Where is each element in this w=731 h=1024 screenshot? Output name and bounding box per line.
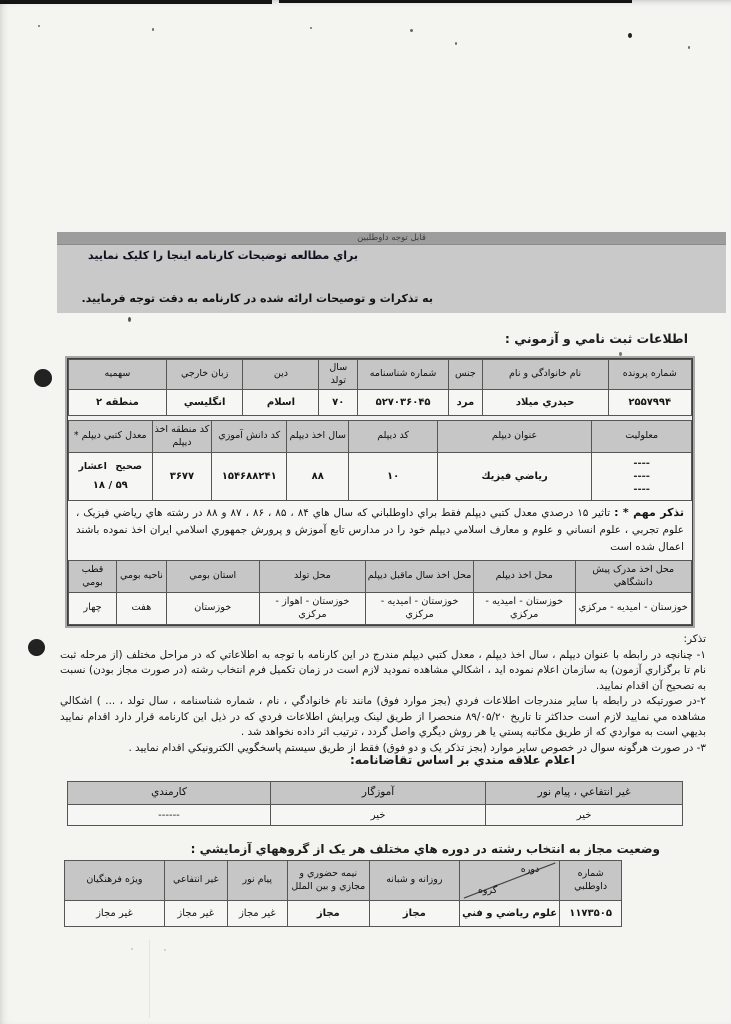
punch-hole-top [34, 369, 52, 387]
header-prediploma-location: محل اخذ سال ماقبل دیپلم [366, 561, 474, 593]
header-diploma-title: عنوان دیپلم [437, 421, 592, 453]
value-birth-year: ۷۰ [319, 390, 358, 416]
header-preuni-location: محل اخذ مدرک پیش دانشگاهي [575, 561, 692, 593]
header-employee: کارمندي [68, 782, 271, 805]
group-course-diagonal-cell [459, 861, 559, 901]
value-payam-noor: غیر مجاز [227, 901, 287, 927]
header-diploma-location: محل اخذ دیپلم [473, 561, 575, 593]
scan-speck [131, 948, 133, 950]
attention-banner [57, 232, 726, 313]
diagonal-line [460, 861, 559, 900]
gpa-value: ۱۸ / ۵۹ [92, 480, 128, 492]
scan-edge-strip-right [279, 0, 632, 3]
scan-speck [152, 28, 154, 31]
header-diploma-region-code: کد منطقه اخذ دیپلم [152, 421, 212, 453]
value-disability: ---- ---- ---- [592, 453, 692, 501]
scan-speck [164, 949, 166, 951]
locations-table [68, 560, 692, 625]
punch-hole-bottom [28, 639, 45, 656]
remark-item-3: ۳- در صورت هرگونه سوال در خصوص سایر موارد (بجز تذکر یک و دو فوق) فقط از طریق سیستم پاسخگویي الکترونیکي اقدام نمایید . [128, 741, 706, 754]
value-diploma-year: ۸۸ [287, 453, 349, 501]
diploma-value-row [69, 453, 692, 501]
eligibility-table [64, 860, 622, 927]
important-note-label: تذکر مهم * : [614, 506, 685, 519]
value-diploma-title: ریاضي فیزیك [437, 453, 592, 501]
remarks-label: تذکر: [683, 633, 706, 645]
karnameh-explanations-link[interactable]: براي مطالعه توضیحات کارنامه اینجا را کلیک نمایید [88, 249, 358, 262]
header-native-pole: قطب بومي [69, 561, 117, 593]
eligibility-value-row [65, 901, 622, 927]
header-quota: سهمیه [69, 360, 167, 390]
header-semi-presence: نیمه حضوري و مجازي و بین الملل [287, 861, 369, 901]
scan-speck [128, 317, 131, 322]
section-title-interest: اعلام علاقه مندي بر اساس تقاضانامه: [349, 753, 575, 767]
scan-speck [410, 29, 413, 32]
remark-item-2: ۲-در صورتیکه در رابطه با سایر مندرجات اطلاعات فردي (بجز موارد فوق) مانند نام خانوادگي ، نام ، شماره شناسنامه ، سال تولد ، ... ) اشکالي مشاهده مي نمایید لازم است حداکثر تا تاریخ ۸۹/۰۵/۲۰ منحصرا از طریق لینک ویرایش اطلاعات فردي که در ذیل این کارنامه قرار دارد اقدام نمایید بدیهي است به مواردي که از طریق مکاتبه پستي یا هر روش دیگري واصل گردد ، ترتیب اثر داده نخواهد شد . [60, 695, 706, 738]
remark-item-1: ۱- چنانچه در رابطه با عنوان دیپلم ، سال اخذ دیپلم ، معدل کتبي دیپلم مندرج در این کارنامه با توجه به اطلاعاتي که در مراحل مختلف (از مرحله ثبت نام تا برگزاري آزمون) به سازمان اعلام نموده اید ، اشکالي مشاهده نمودید لازم است در زمان تکمیل فرم انتخاب رشته (در صورت مجاز بودن) نسبت به تصحیح آن اقدام نمایید. [60, 648, 706, 692]
value-file-number: ۲۵۵۷۹۹۴ [608, 390, 691, 416]
header-native-district: ناحیه بومي [117, 561, 167, 593]
registration-info-box [67, 358, 693, 626]
header-birthplace: محل تولد [259, 561, 366, 593]
value-written-gpa [69, 453, 153, 501]
remarks-block [60, 632, 706, 756]
header-full-name: نام خانوادگي و نام [482, 360, 608, 390]
header-gender: جنس [449, 360, 483, 390]
interest-table-wrap [67, 781, 683, 826]
eligibility-table-wrap [64, 860, 622, 927]
banner-title-bar [57, 232, 726, 245]
scan-speck [310, 27, 312, 29]
header-id-number: شماره شناسنامه [358, 360, 449, 390]
locations-value-row [69, 593, 692, 625]
banner-panel [57, 245, 726, 313]
header-native-province: استان بومي [166, 561, 259, 593]
scan-crease [149, 940, 150, 1018]
value-quota: منطقه ۲ [69, 390, 167, 416]
banner-title: قابل توجه داوطلبین [357, 233, 426, 243]
value-foreign-language: انگلیسي [166, 390, 243, 416]
value-full-name: حیدري میلاد [482, 390, 608, 416]
personal-value-row [69, 390, 692, 416]
diagonal-label-group: گروه [477, 884, 498, 896]
value-native-province: خوزستان [166, 593, 259, 625]
gpa-decimal-label: اعشار [78, 460, 107, 472]
header-disability: معلولیت [592, 421, 692, 453]
header-teachers-special: ویژه فرهنگیان [65, 861, 165, 901]
value-student-code: ۱۵۴۶۸۸۲۴۱ [212, 453, 287, 501]
diagonal-label-course: دوره [520, 864, 540, 875]
header-religion: دین [243, 360, 319, 390]
value-diploma-location: خوزستان - امیدیه - مرکزي [473, 593, 575, 625]
value-exam-group: علوم ریاضي و فني [459, 901, 559, 927]
value-birthplace: خوزستان - اهواز - مرکزي [259, 593, 366, 625]
value-payam-nonprofit: خیر [486, 805, 683, 826]
scan-speck [628, 33, 632, 38]
value-prediploma-location: خوزستان - امیدیه - مرکزي [366, 593, 474, 625]
scan-speck [688, 46, 690, 49]
personal-header-row [69, 360, 692, 390]
header-file-number: شماره پرونده [608, 360, 691, 390]
gpa-sublabels [70, 461, 151, 473]
value-gender: مرد [449, 390, 483, 416]
value-native-district: هفت [117, 593, 167, 625]
value-diploma-code: ۱۰ [349, 453, 437, 501]
value-native-pole: چهار [69, 593, 117, 625]
scan-speck [619, 352, 622, 356]
value-id-number: ۵۲۷۰۳۶۰۴۵ [358, 390, 449, 416]
header-diploma-code: کد دیپلم [349, 421, 437, 453]
value-teacher-training: خیر [270, 805, 485, 826]
scan-edge-strip-left [0, 0, 272, 4]
eligibility-header-row [65, 861, 622, 901]
scan-speck [455, 42, 457, 45]
value-candidate-number: ۱۱۷۳۵۰۵ [560, 901, 622, 927]
value-semi-presence: مجاز [287, 901, 369, 927]
attention-note-text: به تذکرات و توصیحات ارائه شده در کارنامه به دقت توجه فرمایید. [81, 292, 433, 305]
header-payam-nonprofit: غیر انتفاعي ، پیام نور [486, 782, 683, 805]
value-day-evening: مجاز [369, 901, 459, 927]
header-payam-noor: پیام نور [227, 861, 287, 901]
interest-value-row [68, 805, 683, 826]
header-nonprofit: غیر انتفاعي [164, 861, 227, 901]
header-written-gpa: معدل کتبي دیپلم * [69, 421, 153, 453]
header-birth-year: سال تولد [319, 360, 358, 390]
important-note [68, 501, 692, 560]
interest-header-row [68, 782, 683, 805]
value-preuni-location: خوزستان - امیدیه - مرکزي [575, 593, 692, 625]
header-day-evening: روزانه و شبانه [369, 861, 459, 901]
value-teachers-special: غیر مجاز [65, 901, 165, 927]
locations-header-row [69, 561, 692, 593]
value-employee: ------ [68, 805, 271, 826]
value-nonprofit: غیر مجاز [164, 901, 227, 927]
header-foreign-language: زبان خارجي [166, 360, 243, 390]
personal-info-table [68, 359, 692, 416]
gpa-integer-label: صحیح [115, 460, 143, 472]
header-student-code: کد دانش آموزي [212, 421, 287, 453]
value-religion: اسلام [243, 390, 319, 416]
section-title-registration: اطلاعات ثبت نامي و آزموني : [504, 331, 688, 346]
header-diploma-year: سال اخذ دیپلم [287, 421, 349, 453]
scan-speck [38, 25, 40, 27]
interest-table [67, 781, 683, 826]
value-diploma-region-code: ۳۶۷۷ [152, 453, 212, 501]
diploma-header-row [69, 421, 692, 453]
important-note-text: تاثیر ۱۵ درصدي معدل کتبي دیپلم فقط براي داوطلباني که سال هاي ۸۴ ، ۸۵ ، ۸۶ ، ۸۷ و ۸۸ در رشته هاي ریاضي فیزیک ، علوم تجربي ، علوم انساني و علوم و معارف اسلامي دیپلم خود را در مدارس تابع آموزش و پرورش جمهوري اسلامي ایران اخذ نموده باشند اعمال شده است [76, 507, 684, 553]
header-teacher-training: آموزگار [270, 782, 485, 805]
header-candidate-number: شماره داوطلبي [560, 861, 622, 901]
diploma-info-table [68, 420, 692, 501]
section-title-eligibility: وضعیت مجاز به انتخاب رشته در دوره هاي مختلف هر یک از گروههاي آزمایشي : [190, 842, 660, 856]
